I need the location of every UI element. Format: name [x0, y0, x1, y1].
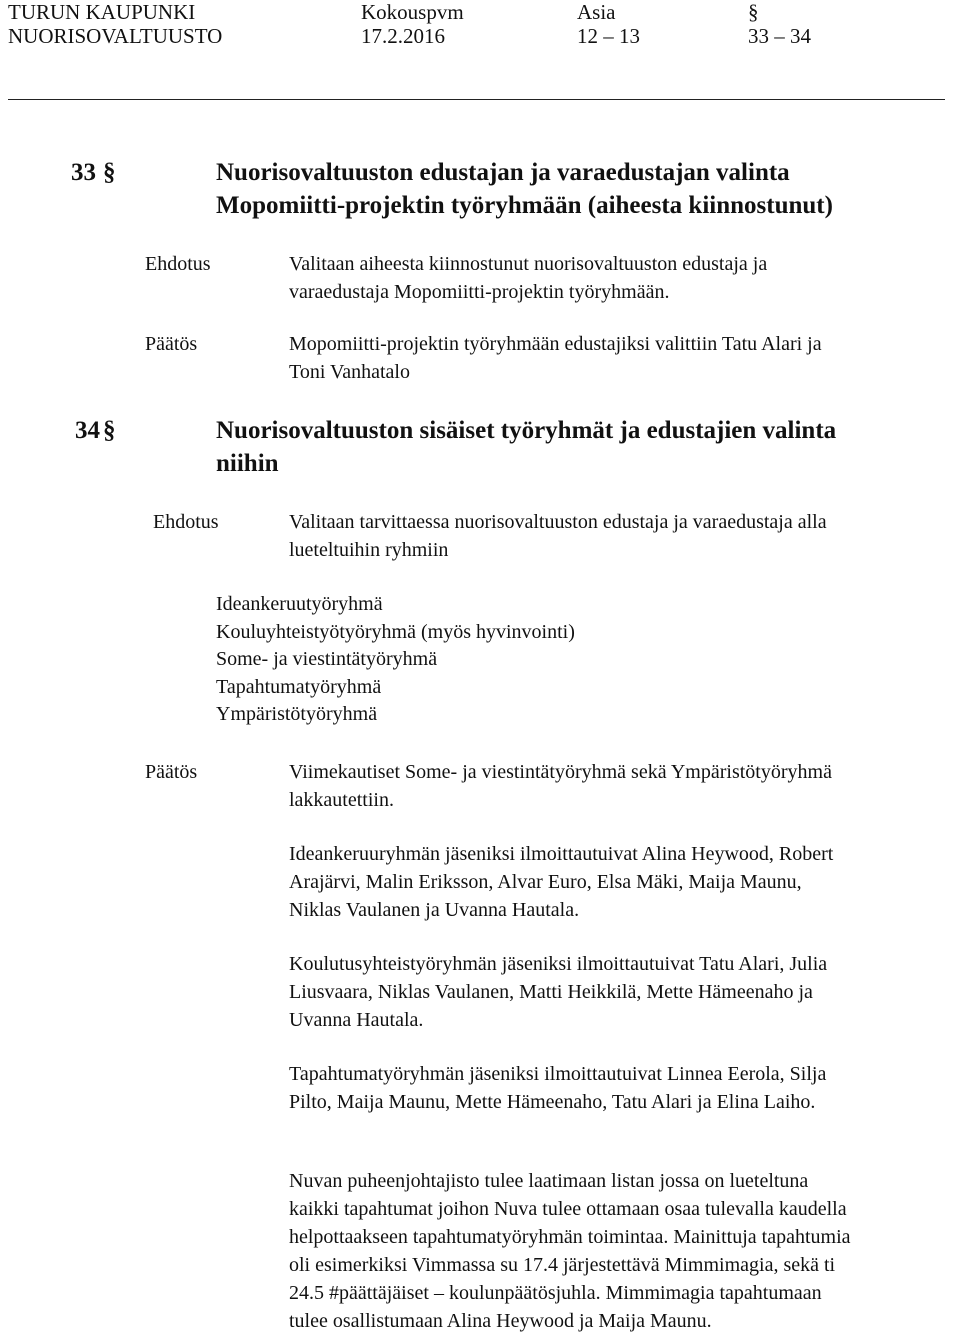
paragraph-line: Ideankeruuryhmän jäseniksi ilmoittautuivat Alina Heywood, Robert — [289, 843, 834, 865]
section-range: 33 – 34 — [748, 24, 811, 48]
section-33-proposal-label: Ehdotus — [145, 253, 211, 275]
section-34-decision-label: Päätös — [145, 761, 198, 783]
paragraph-line: Uvanna Hautala. — [289, 1009, 424, 1031]
paragraph-line: Pilto, Maija Maunu, Mette Hämeenaho, Tatu Alari ja Elina Laiho. — [289, 1091, 816, 1113]
list-item: Ympäristötyöryhmä — [216, 703, 378, 725]
paragraph-line: oli esimerkiksi Vimmassa su 17.4 järjestettävä Mimmimagia, sekä ti — [289, 1254, 836, 1276]
paragraph-line: tulee osallistumaan Alina Heywood ja Maija Maunu. — [289, 1310, 712, 1332]
paragraph-line: helpottaakseen tapahtumatyöryhmän toimintaa. Mainittuja tapahtumia — [289, 1226, 851, 1248]
paragraph-line: Koulutusyhteistyöryhmän jäseniksi ilmoittautuivat Tatu Alari, Julia — [289, 953, 828, 975]
section-33-number: 33 — [71, 159, 96, 186]
section-33-title-line2: Mopomiitti-projektin työryhmään (aiheesta kiinnostunut) — [216, 192, 833, 219]
paragraph-line: kaikki tapahtumat joihon Nuva tulee ottamaan osaa tulevalla kaudella — [289, 1198, 847, 1220]
section-34-title-line1: Nuorisovaltuuston sisäiset työryhmät ja edustajien valinta — [216, 417, 837, 444]
paragraph-line: lakkautettiin. — [289, 789, 394, 811]
item-value: 12 – 13 — [577, 24, 640, 48]
list-item: Kouluyhteistyötyöryhmä (myös hyvinvointi) — [216, 620, 575, 643]
section-34-number: 34 — [75, 417, 100, 444]
decision-paragraph-4 — [289, 1060, 949, 1116]
paragraph-line: Tapahtumatyöryhmän jäseniksi ilmoittautuivat Linnea Eerola, Silja — [289, 1063, 827, 1085]
section-34-title-line2: niihin — [216, 450, 279, 477]
decision-paragraph-1 — [289, 758, 949, 814]
meeting-date-value: 17.2.2016 — [361, 24, 445, 48]
section-33-proposal-line2: varaedustaja Mopomiitti-projektin työryhmään. — [289, 281, 670, 303]
paragraph-line: Niklas Vaulanen ja Uvanna Hautala. — [289, 899, 580, 921]
section-34-proposal-line1: Valitaan tarvittaessa nuorisovaltuuston edustaja ja varaedustaja alla — [289, 511, 827, 533]
section-33-symbol: § — [103, 159, 116, 186]
paragraph-line: Liusvaara, Niklas Vaulanen, Matti Heikkilä, Mette Hämeenaho ja — [289, 981, 813, 1003]
section-33-decision-label: Päätös — [145, 333, 198, 355]
list-item: Ideankeruutyöryhmä — [216, 593, 383, 615]
org-unit: NUORISOVALTUUSTO — [8, 24, 223, 48]
section-34-proposal-label: Ehdotus — [153, 511, 219, 533]
list-item: Tapahtumatyöryhmä — [216, 675, 382, 698]
paragraph-line: 24.5 #päättäjäiset – koulunpäätösjuhla. Mimmimagia tapahtumaan — [289, 1282, 822, 1304]
decision-paragraph-2 — [289, 840, 949, 924]
working-groups-list — [216, 591, 575, 729]
section-33-proposal-line1: Valitaan aiheesta kiinnostunut nuorisovaltuuston edustaja ja — [289, 253, 768, 275]
meeting-date-label: Kokouspvm — [361, 0, 464, 24]
item-label: Asia — [577, 0, 616, 24]
section-34-symbol: § — [103, 417, 116, 444]
decision-paragraph-5 — [289, 1167, 949, 1335]
section-33-decision-line1: Mopomiitti-projektin työryhmään edustajiksi valittiin Tatu Alari ja — [289, 333, 822, 355]
section-34-proposal-line2: lueteltuihin ryhmiin — [289, 539, 449, 561]
section-33-decision-line2: Toni Vanhatalo — [289, 361, 410, 383]
paragraph-line: Viimekautiset Some- ja viestintätyöryhmä sekä Ympäristötyöryhmä — [289, 761, 832, 783]
header-divider — [8, 99, 945, 100]
list-item: Some- ja viestintätyöryhmä — [216, 648, 438, 670]
paragraph-line: Arajärvi, Malin Eriksson, Alvar Euro, Elsa Mäki, Maija Maunu, — [289, 871, 802, 893]
section-33-title-line1: Nuorisovaltuuston edustajan ja varaedustajan valinta — [216, 159, 790, 186]
org-name: TURUN KAUPUNKI — [8, 0, 196, 24]
section-symbol-header: § — [748, 0, 759, 24]
decision-paragraph-3 — [289, 950, 949, 1034]
paragraph-line: Nuvan puheenjohtajisto tulee laatimaan listan jossa on lueteltuna — [289, 1170, 809, 1192]
